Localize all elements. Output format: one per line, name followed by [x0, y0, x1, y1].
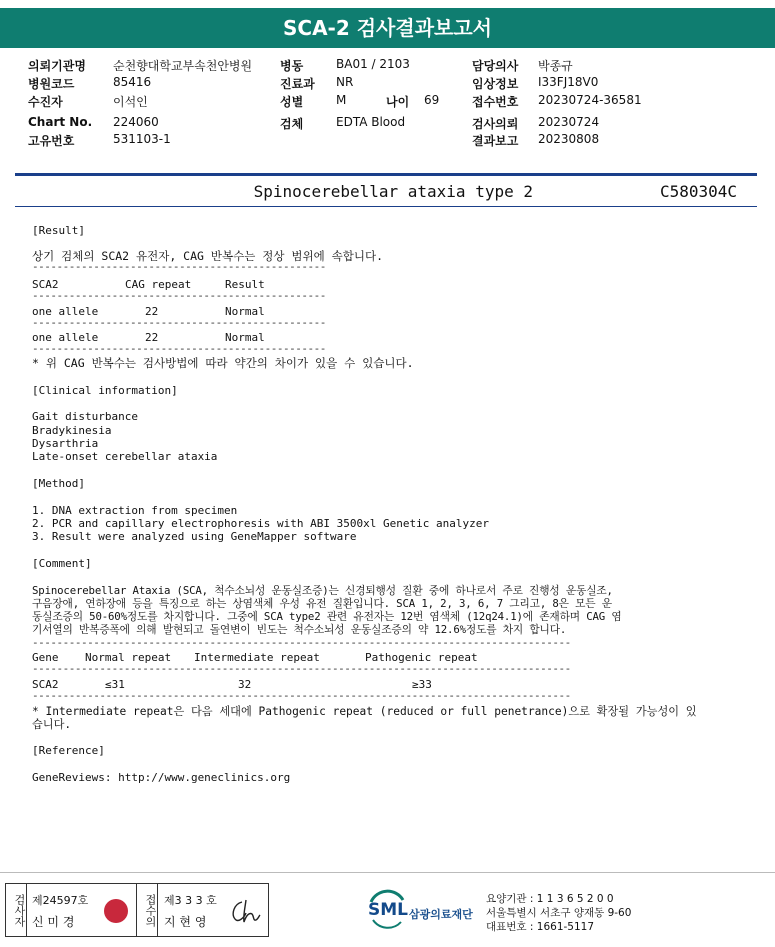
info-label: 검사의뢰 — [472, 117, 519, 131]
info-col3 — [472, 57, 642, 150]
examiner-license: 제24597호 — [32, 894, 89, 907]
result-sentence: 상기 검체의 SCA2 유전자, CAG 반복수는 정상 범위에 속합니다. — [32, 249, 383, 263]
info-value: I33FJ18V0 — [538, 75, 599, 89]
comment-note: 습니다. — [32, 718, 72, 731]
divider: ---------------------------------------------------------------------------------------- — [32, 636, 571, 649]
examiner-side-text: 검사자 — [13, 893, 26, 927]
comment-col-pathogenic: Pathogenic repeat — [365, 651, 478, 664]
info-label: 수진자 — [28, 95, 63, 109]
reference-heading: [Reference] — [32, 744, 105, 757]
comment-line: Spinocerebellar Ataxia (SCA, 척수소뇌성 운동실조증)는 신경퇴행성 질환 중에 하나로서 주로 진행성 운동실조, — [32, 584, 613, 597]
comment-col-normal: Normal repeat — [85, 651, 172, 664]
allele-label: one allele — [32, 305, 99, 318]
allele-repeat: 22 — [145, 331, 159, 344]
info-value: 531103-1 — [113, 132, 171, 146]
approver-side-text: 접수의 — [144, 893, 157, 927]
report-code: C580304C — [660, 182, 738, 201]
footer-rule — [0, 872, 775, 873]
info-value: 85416 — [113, 75, 152, 89]
approver-side-label — [136, 884, 158, 936]
info-label: 의뢰기관명 — [28, 59, 86, 73]
comment-heading: [Comment] — [32, 557, 92, 570]
info-value: 순천향대학교부속천안병원 — [113, 59, 253, 73]
clinical-item: Late-onset cerebellar ataxia — [32, 450, 218, 463]
info-value: BA01 / 2103 — [336, 57, 410, 71]
org-line: 요양기관 : 1 1 3 6 5 2 0 0 — [486, 893, 614, 905]
report-rule-bottom — [15, 206, 757, 207]
info-value: EDTA Blood — [336, 115, 406, 129]
divider: ---------------------------------------------------------------------------------------- — [32, 689, 571, 702]
sml-logo — [365, 890, 480, 930]
normal-value: ≤31 — [105, 678, 125, 691]
examiner-name: 신 미 경 — [32, 915, 75, 929]
info-value: M — [336, 93, 347, 107]
comment-col-intermediate: Intermediate repeat — [194, 651, 320, 664]
info-col1 — [28, 57, 252, 150]
report-title: Spinocerebellar ataxia type 2 — [253, 182, 533, 201]
method-item: 2. PCR and capillary electrophoresis with ABI 3500xl Genetic analyzer — [32, 517, 489, 530]
org-info — [486, 892, 631, 934]
clinical-item: Gait disturbance — [32, 410, 138, 423]
sml-logo-name: 삼광의료재단 — [409, 908, 473, 921]
info-value: 20230724-36581 — [538, 93, 642, 107]
info-label: 접수번호 — [472, 95, 519, 109]
clinical-heading: [Clinical information] — [32, 384, 178, 397]
age-value: 69 — [424, 93, 440, 107]
pathogenic-value: ≥33 — [412, 678, 432, 691]
allele-label: one allele — [32, 331, 99, 344]
info-label: 병원코드 — [28, 77, 75, 91]
approver-license: 제3 3 3 호 — [164, 894, 217, 907]
info-label: 결과보고 — [472, 134, 519, 148]
method-item: 1. DNA extraction from specimen — [32, 504, 238, 517]
clinical-item: Bradykinesia — [32, 424, 112, 437]
gene-value: SCA2 — [32, 678, 59, 691]
info-value: 이석인 — [113, 95, 148, 109]
report-header-title: SCA-2 검사결과보고서 — [283, 16, 492, 40]
result-heading: [Result] — [32, 224, 85, 237]
report-rule-top — [15, 173, 757, 176]
comment-note: * Intermediate repeat은 다음 세대에 Pathogenic repeat (reduced or full penetrance)으로 확장될 가능성이 있 — [32, 705, 697, 718]
result-note: * 위 CAG 반복수는 검사방법에 따라 약간의 차이가 있을 수 있습니다. — [32, 356, 414, 370]
allele-result: Normal — [225, 305, 265, 318]
age-label: 나이 — [386, 95, 410, 109]
info-value: 박종규 — [538, 59, 573, 73]
result-col-sca2: SCA2 — [32, 278, 59, 291]
info-value: 224060 — [113, 115, 159, 129]
reference-text: GeneReviews: http://www.geneclinics.org — [32, 771, 291, 784]
sml-logo-mark: SML — [368, 900, 408, 920]
allele-repeat: 22 — [145, 305, 159, 318]
divider: ---------------------------------------------------------------------------------------- — [32, 662, 571, 675]
divider: ------------------------------------------------ — [32, 342, 326, 355]
info-label: 임상정보 — [472, 77, 519, 91]
info-label: Chart No. — [28, 115, 93, 129]
info-col2 — [280, 57, 439, 133]
divider: ------------------------------------------------ — [32, 316, 326, 329]
info-label: 진료과 — [280, 77, 315, 91]
clinical-item: Dysarthria — [32, 437, 99, 450]
info-label: 고유번호 — [28, 134, 75, 148]
comment-line: 기서열의 반복증폭에 의해 발현되고 돌연변이 빈도는 척수소뇌성 운동실조증의 약 12.6%정도를 차지 합니다. — [32, 623, 567, 636]
result-col-cag: CAG repeat — [125, 278, 192, 291]
signature-box — [5, 883, 269, 937]
info-label: 성별 — [280, 95, 304, 109]
divider: ------------------------------------------------ — [32, 289, 326, 302]
intermediate-value: 32 — [238, 678, 252, 691]
result-col-result: Result — [225, 278, 265, 291]
org-line: 서울특별시 서초구 양재동 9-60 — [486, 907, 632, 919]
info-label: 담당의사 — [472, 59, 519, 73]
info-value: 20230724 — [538, 115, 600, 129]
allele-result: Normal — [225, 331, 265, 344]
method-heading: [Method] — [32, 477, 85, 490]
info-label: 검체 — [280, 117, 304, 131]
approver-name: 지 현 영 — [164, 915, 207, 929]
report-header — [0, 8, 775, 48]
divider: ------------------------------------------------ — [32, 260, 326, 273]
comment-line: 구음장애, 연하장애 등을 특징으로 하는 상염색체 우성 유전 질환입니다. SCA 1, 2, 3, 6, 7 그리고, 8은 모든 운 — [32, 597, 612, 610]
comment-line: 동실조증의 50-60%정도를 차지합니다. 그중에 SCA type2 관련 유전자는 12번 염색체 (12q24.1)에 존재하며 CAG 염 — [32, 610, 622, 623]
comment-col-gene: Gene — [32, 651, 59, 664]
info-value: 20230808 — [538, 132, 600, 146]
method-item: 3. Result were analyzed using GeneMapper software — [32, 530, 357, 543]
org-line: 대표번호 : 1661-5117 — [486, 921, 595, 933]
examiner-side-label — [6, 884, 27, 936]
info-label: 병동 — [280, 59, 304, 73]
examiner-stamp-icon — [104, 899, 128, 923]
info-value: NR — [336, 75, 354, 89]
approver-signature-icon — [228, 896, 262, 926]
